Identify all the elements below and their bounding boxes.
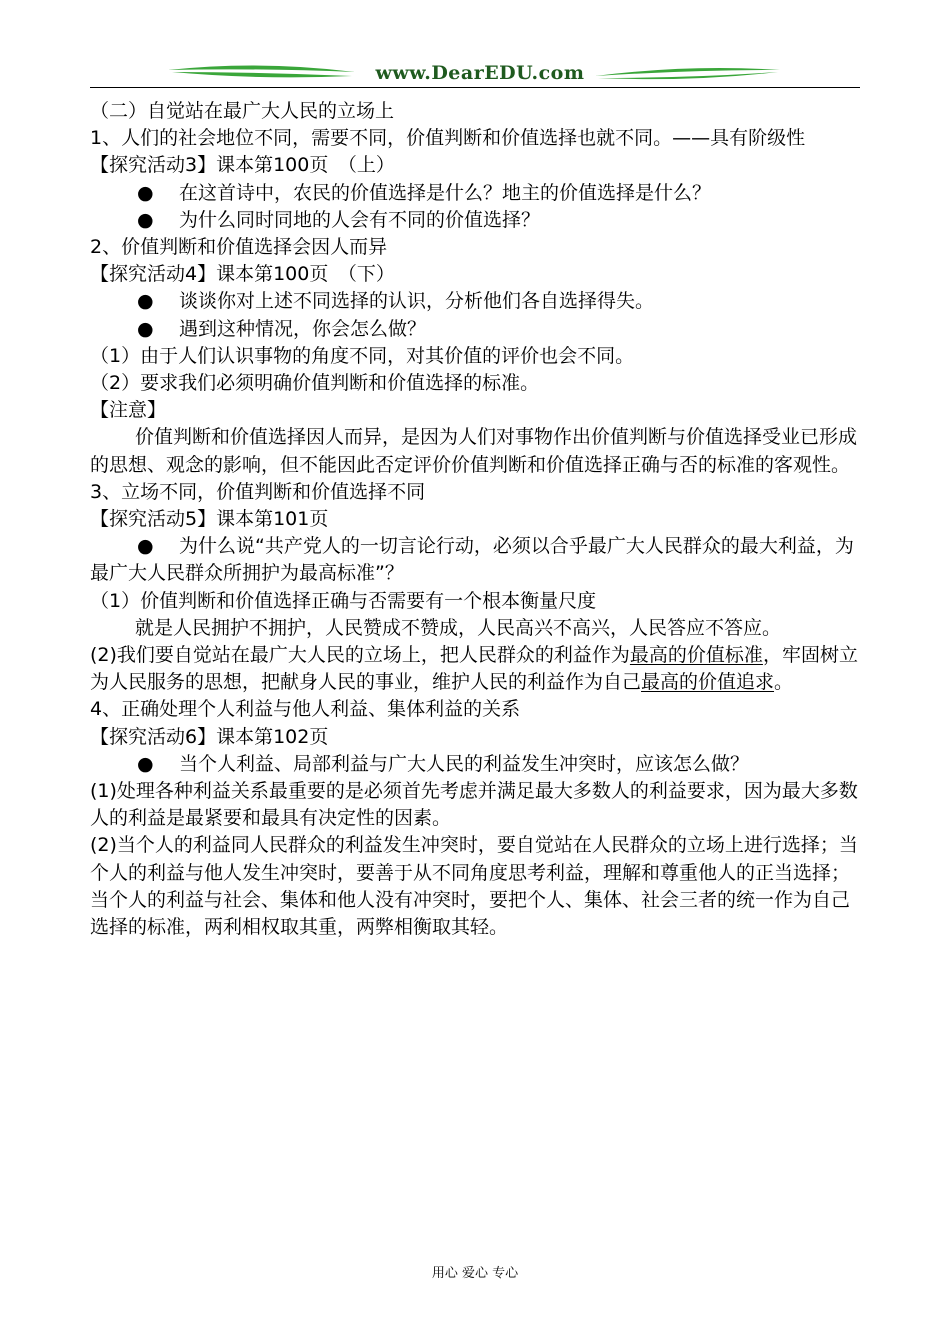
bullet-item: ● 遇到这种情况，你会怎么做？ xyxy=(90,316,862,343)
subpoint-with-underline: (2)我们要自觉站在最广大人民的立场上，把人民群众的利益作为最高的价值标准，牢固树立为人民服务的思想，把献身人民的事业，维护人民的利益作为自己最高的价值追求。 xyxy=(90,644,858,694)
indented-line: 就是人民拥护不拥护，人民赞成不赞成，人民高兴不高兴，人民答应不答应。 xyxy=(135,616,782,639)
bullet-icon: ● xyxy=(137,290,154,313)
bullet-icon: ● xyxy=(137,535,154,558)
activity-6-heading: 【探究活动6】课本第102页 xyxy=(90,725,329,748)
bullet-item: ● 当个人利益、局部利益与广大人民的利益发生冲突时，应该怎么做？ xyxy=(90,751,862,778)
point-2: 2、价值判断和价值选择会因人而异 xyxy=(90,236,388,259)
activity-4-heading: 【探究活动4】课本第100页 （下） xyxy=(90,263,395,286)
underlined-term: 最高的价值追求 xyxy=(641,671,775,694)
activity-5-heading: 【探究活动5】课本第101页 xyxy=(90,508,329,531)
page-footer: 用心 爱心 专心 xyxy=(431,1266,519,1281)
bullet-item: ● 为什么同时同地的人会有不同的价值选择？ xyxy=(90,207,862,234)
bullet-item: ● 谈谈你对上述不同选择的认识，分析他们各自选择得失。 xyxy=(90,288,862,315)
section-heading: （二）自觉站在最广大人民的立场上 xyxy=(90,100,395,122)
point-3: 3、立场不同，价值判断和价值选择不同 xyxy=(90,480,426,503)
point-1: 1、人们的社会地位不同，需要不同，价值判断和价值选择也就不同。——具有阶级性 xyxy=(90,127,806,150)
note-heading: 【注意】 xyxy=(90,399,167,422)
subpoint: （2）要求我们必须明确价值判断和价值选择的标准。 xyxy=(90,372,540,395)
bullet-icon: ● xyxy=(137,752,154,775)
bullet-icon: ● xyxy=(137,317,154,340)
note-paragraph: 价值判断和价值选择因人而异，是因为人们对事物作出价值判断与价值选择受业已形成的思想、观念的影响，但不能因此否定评价价值判断和价值选择正确与否的标准的客观性。 xyxy=(90,426,858,476)
site-logo-text: www.DearEDU.com xyxy=(375,62,585,84)
subpoint: （1）价值判断和价值选择正确与否需要有一个根本衡量尺度 xyxy=(90,589,597,612)
document-body xyxy=(90,98,862,941)
activity-3-heading: 【探究活动3】课本第100页 （上） xyxy=(90,154,395,177)
bullet-item: ● 为什么说“共产党人的一切言论行动，必须以合乎最广大人民群众的最大利益，为最广大人民群众所拥护为最高标准”？ xyxy=(90,535,854,585)
underlined-term: 最高的价值标准 xyxy=(629,644,763,667)
subpoint: （1）由于人们认识事物的角度不同，对其价值的评价也会不同。 xyxy=(90,344,635,367)
page-header xyxy=(90,58,860,92)
header-divider xyxy=(90,87,860,88)
subpoint: (2)当个人的利益同人民群众的利益发生冲突时，要自觉站在人民群众的立场上进行选择；当个人的利益与他人发生冲突时，要善于从不同角度思考利益，理解和尊重他人的正当选择；当个人的利益与社会、集体和他人没有冲突时，要把个人、集体、社会三者的统一作为自己选择的标准，两利相权取其重，两弊相衡取其轻。 xyxy=(90,834,858,939)
bullet-item: ● 在这首诗中，农民的价值选择是什么？地主的价值选择是什么？ xyxy=(90,180,862,207)
subpoint: (1)处理各种利益关系最重要的是必须首先考虑并满足最大多数人的利益要求，因为最大多数人的利益是最紧要和最具有决定性的因素。 xyxy=(90,780,858,830)
bullet-icon: ● xyxy=(137,208,154,231)
bullet-icon: ● xyxy=(137,181,154,204)
point-4: 4、正确处理个人利益与他人利益、集体利益的关系 xyxy=(90,698,521,721)
